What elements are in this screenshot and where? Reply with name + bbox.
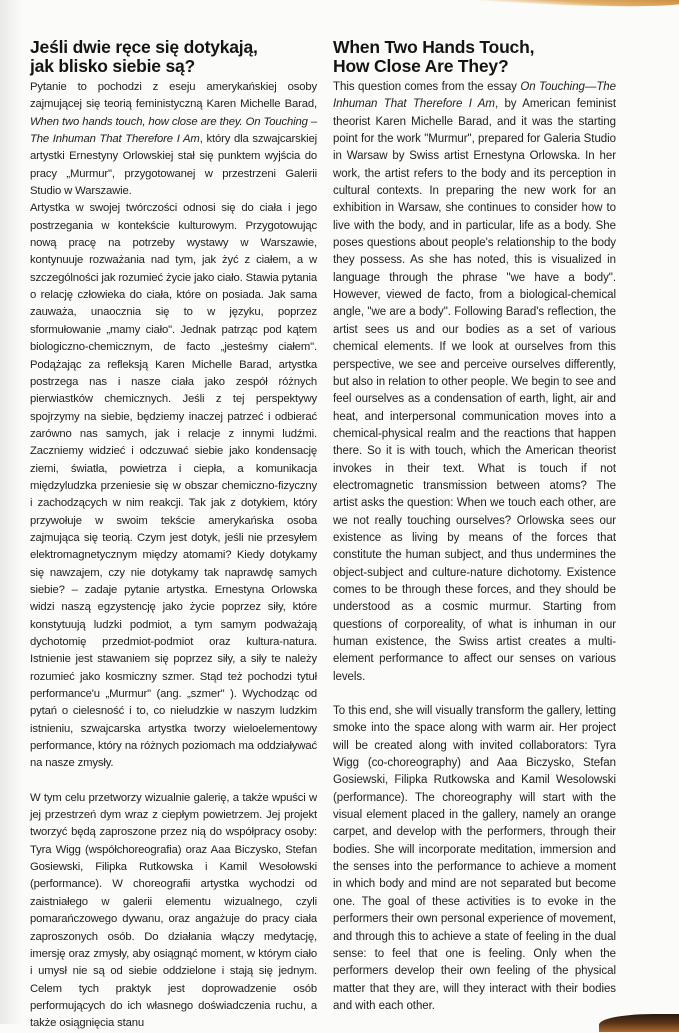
polish-p1-intro: Pytanie to pochodzi z eseju amerykańskiej osoby zajmującej się teorią feministyczną Karen Michelle Barad,: [30, 81, 317, 111]
polish-title-line-1: Jeśli dwie ręce się dotykają,: [30, 37, 258, 57]
polish-paragraph-1: [30, 79, 317, 200]
english-essay-title: On Touching—The Inhuman That Therefore I Am: [333, 81, 617, 111]
english-title: [333, 38, 616, 76]
page-fold-shadow: [0, 0, 22, 1024]
polish-essay-title: When two hands touch, how close are they. On Touching – The Inhuman That Therefore I Am: [30, 115, 317, 146]
english-title-line-1: When Two Hands Touch,: [333, 37, 535, 57]
polish-paragraph-2: Artystka w swojej twórczości odnosi się do ciała i jego postrzegania w kontekście kulturowym. Przygotowując nową pracę na potrzeby wystawy w Warszawie, kontynuuje rozważania nad tym, jak żyć z ciałem, a w szczególności jak rozumieć życie jako ciało. Stawia pytania o relację człowieka do ciała, które on posiada. Jak sama zauważa, unaocznia się to w języku, poprzez sformułowanie „mamy ciało". Jednak patrząc pod kątem biologiczno-chemicznym, de facto „jesteśmy ciałem". Podążając za refleksją Karen Michelle Barad, artystka postrzega nas i nasze ciała jako zespół różnych pierwiastków chemicznych. Jeśli z tej perspektywy spojrzymy na siebie, będziemy inaczej patrzeć i odbierać zarówno nas samych, jak i relacje z innymi ludźmi. Zaczniemy widzieć i odczuwać siebie jako kondensację ziemi, światła, powietrza i ciepła, a komunikacja międzyludzka przeniesie się w obszar chemiczno-fizyczny i zachodzących w nim reakcji. Tak jak z dotykiem, który przywołuje w swoim tekście amerykańska osoba zajmująca się teorią. Czym jest dotyk, jeśli nie przesyłem elektromagnetycznym między atomami? Kiedy dotykamy się nawzajem, czy nie dotykamy tak naprawdę samych siebie? – zadaje pytanie artystka. Ernestyna Orlowska widzi naszą egzystencję jako życie poprzez siły, które konstytuują ludzki podmiot, a tym samym podważają dychotomię przedmiot-podmiot oraz kultura-natura. Istnienie jest stawaniem się poprzez siły, a siły te należy rozumieć jako kosmiczny szmer. Stąd też pochodzi tytuł performance'u „Murmur" (ang. „szmer" ). Wychodząc od pytań o cielesność i to, co nieludzkie w naszym ludzkim istnieniu, szwajcarska artystka tworzy wieloelementowy performance, który na różnych poziomach ma oddziaływać na nasze zmysły.: [30, 202, 317, 770]
english-paragraph-1: [333, 79, 616, 686]
english-column: [333, 38, 616, 1015]
english-paragraph-2: To this end, she will visually transform the gallery, letting smoke into the space along with warm air. Her project will be created along with invited collaborators: Tyra Wigg (co-choreography) and Aaa Biczysko, Stefan Gosiewski, Filipka Rutkowska and Kamil Wesolowski (performance). The choreography will start with the visual element placed in the gallery, namely an orange carpet, and develop with the performers, through their bodies. She will incorporate meditation, immersion and the senses into the performance to achieve a moment in which body and mind are not separated but become one. The goal of these activities is to evoke in the performers their own personal experience of movement, and through this to achieve a state of feeling in the dual sense: to feel that one is feeling. Only when the performers develop their own feeling of the physical matter that they are, will they interact with their bodies and with each other.: [333, 705, 616, 1012]
polish-title-line-2: jak blisko siebie są?: [30, 56, 196, 76]
polish-title: [30, 38, 317, 76]
english-title-line-2: How Close Are They?: [333, 56, 509, 76]
wooden-table-edge-bottom: [599, 1014, 679, 1032]
polish-p1-rest: , który dla szwajcarskiej artystki Ernestyny Orlowskiej stał się punktem wyjścia do pracy „Murmur", przygotowanej w przestrzeni Galerii Studio w Warszawie.: [30, 133, 317, 198]
polish-paragraph-3: W tym celu przetworzy wizualnie galerię, a także wpuści w jej przestrzeń dym wraz z ciepłym powietrzem. Jej projekt tworzyć będą zaproszone przez nią do współpracy osoby: Tyra Wigg (współchoreografia) oraz Aaa Biczysko, Stefan Gosiewski, Filipka Rutkowska i Kamil Wesołowski (performance). W choreografii artystka wychodzi od zaistniałego w galerii elementu wizualnego, czyli pomarańczowego dywanu, oraz angażuje do pracy ciała zaproszonych osób. Do działania włączy medytację, imersję oraz zmysły, aby osiągnąć moment, w którym ciało i umysł nie są od siebie oddzielone i stają się jednym. Celem tych praktyk jest doprowadzenie osób performujących do ich własnego doświadczenia ruchu, a także osiągnięcia stanu: [30, 791, 317, 1030]
wooden-table-edge-top: [258, 0, 679, 18]
polish-column: [30, 38, 317, 1033]
english-p1-rest: , by American feminist theorist Karen Michelle Barad, and it was the starting point for the work "Murmur", prepared for Galeria Studio in Warsaw by Swiss artist Ernestyna Orlowska. In her work, the artist refers to the body and its perception in cultural contexts. In preparing the new work for an exhibition in Warsaw, she continues to consider how to live with the body, and in particular, life as a body. She poses questions about people's relationship to the body they possess. As she has noted, this is visualized in language through the phrase "we have a body". However, viewed de facto, from a biological-chemical angle, "we are a body". Following Barad's reflection, the artist sees us and our bodies as a set of various chemical elements. If we look at ourselves from this perspective, we see and perceive ourselves differently, but also in relation to other people. We begin to see and feel ourselves as a condensation of earth, light, air and heat, and interpersonal communication moves into a chemical-physical realm and the reactions that happen there. So it is with touch, which the American theorist invokes in their text. What is touch if not electromagnetic transmission between atoms? The artist asks the question: When we touch each other, are we not really touching ourselves? Orlowska sees our existence as living by means of the forces that constitute the human subject, and thus undermines the object-subject and culture-nature dichotomy. Existence comes to be through these forces, and they should be understood as a cosmic murmur. Starting from questions of corporeality, of what is inhuman in our human existence, the Swiss artist creates a multi-element performance to affect our senses on various levels.: [333, 98, 616, 683]
english-p1-intro: This question comes from the essay: [333, 81, 521, 93]
